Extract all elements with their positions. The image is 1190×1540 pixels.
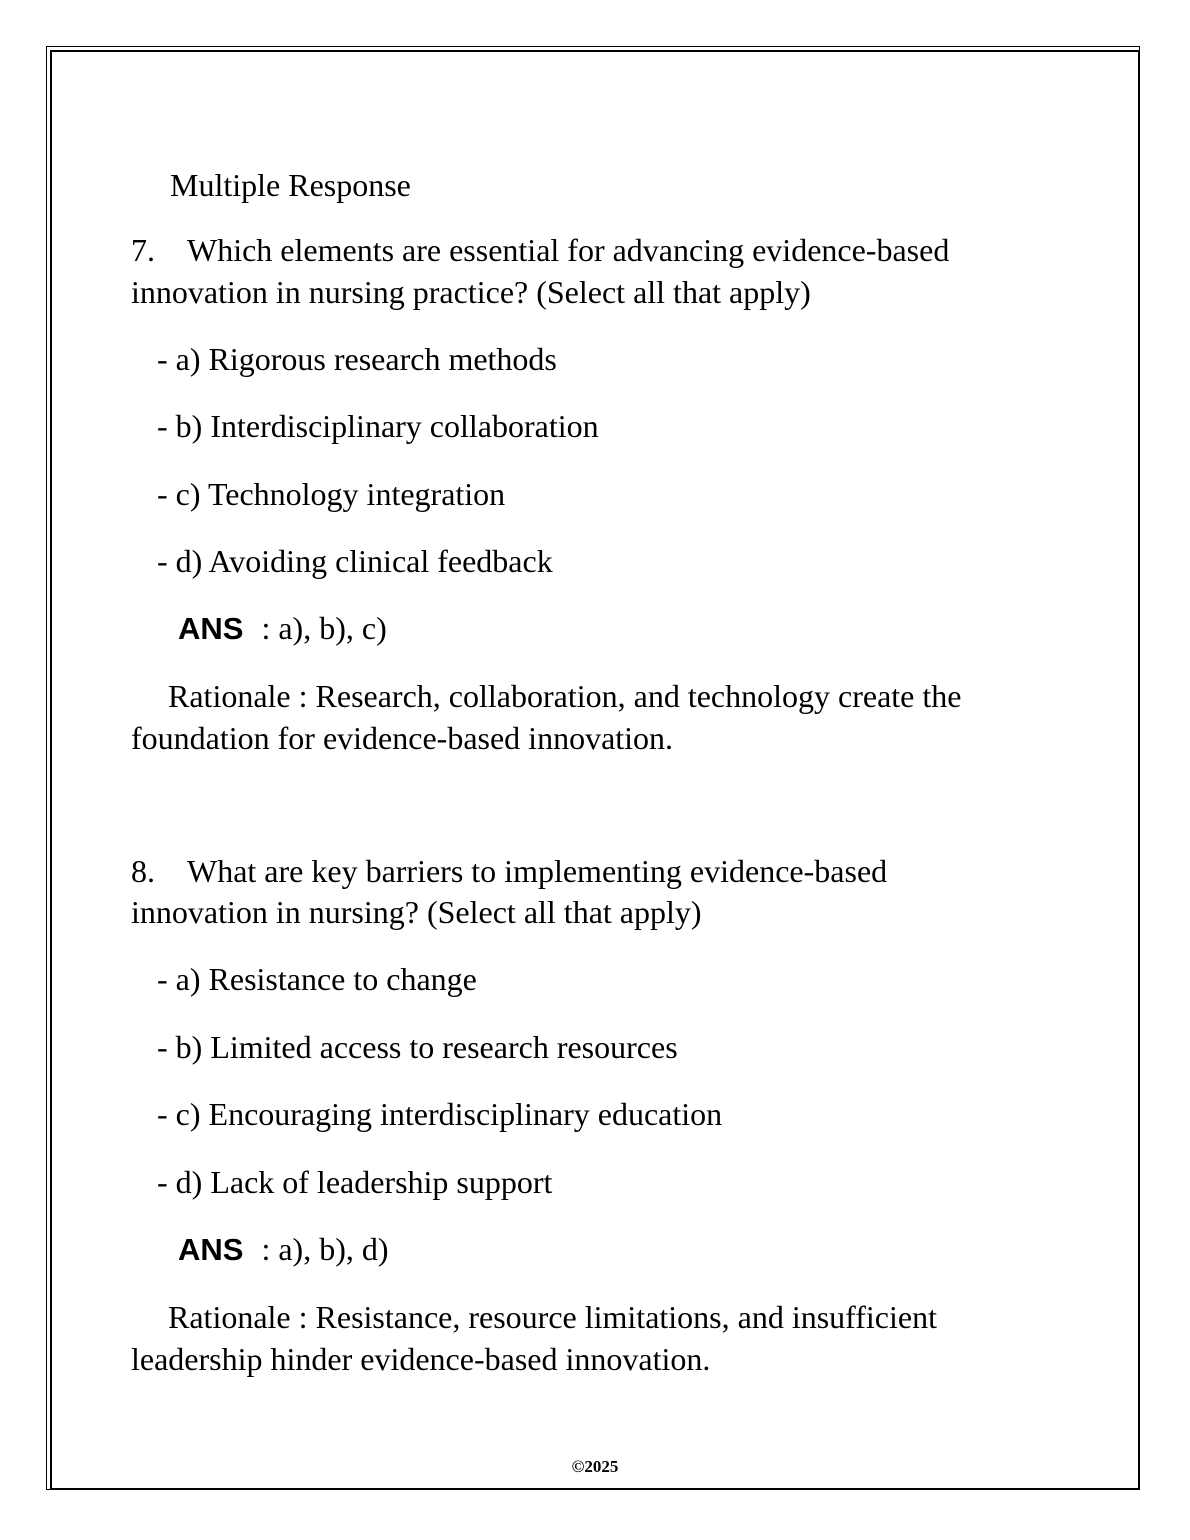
answer-value: : a), b), c): [261, 610, 387, 646]
question-7-rationale-line-1: Rationale : Research, collaboration, and technology create the: [168, 678, 962, 714]
answer-label: ANS: [178, 611, 244, 646]
question-8-rationale-line-2: leadership hinder evidence-based innovation.: [131, 1341, 711, 1377]
question-7-option-a: - a) Rigorous research methods: [157, 341, 557, 377]
question-8-rationale-line-1: Rationale : Resistance, resource limitations, and insufficient: [168, 1299, 937, 1335]
copyright-footer: ©2025: [571, 1457, 619, 1476]
question-7-option-d: - d) Avoiding clinical feedback: [157, 543, 553, 579]
question-7-line-1: [131, 229, 949, 271]
answer-label: ANS: [178, 1232, 244, 1267]
question-7-answer: [178, 607, 387, 650]
answer-value: : a), b), d): [261, 1231, 389, 1267]
question-8-number: 8.: [131, 853, 155, 889]
question-7-number: 7.: [131, 232, 155, 268]
question-8-line-2: innovation in nursing? (Select all that apply): [131, 894, 702, 930]
question-8-option-c: - c) Encouraging interdisciplinary education: [157, 1096, 723, 1132]
question-8-option-b: - b) Limited access to research resources: [157, 1029, 678, 1065]
question-7-line-2: innovation in nursing practice? (Select all that apply): [131, 274, 811, 310]
question-8-option-d: - d) Lack of leadership support: [157, 1164, 553, 1200]
question-7-text: Which elements are essential for advancing evidence-based: [187, 232, 950, 268]
question-8-line-1: [131, 850, 887, 892]
question-7-option-b: - b) Interdisciplinary collaboration: [157, 408, 599, 444]
question-8-text: What are key barriers to implementing evidence-based: [187, 853, 888, 889]
question-7-rationale-line-2: foundation for evidence-based innovation.: [131, 720, 674, 756]
question-8-option-a: - a) Resistance to change: [157, 961, 477, 997]
question-7-option-c: - c) Technology integration: [157, 476, 506, 512]
question-8-answer: [178, 1228, 389, 1271]
section-heading: Multiple Response: [170, 167, 411, 203]
